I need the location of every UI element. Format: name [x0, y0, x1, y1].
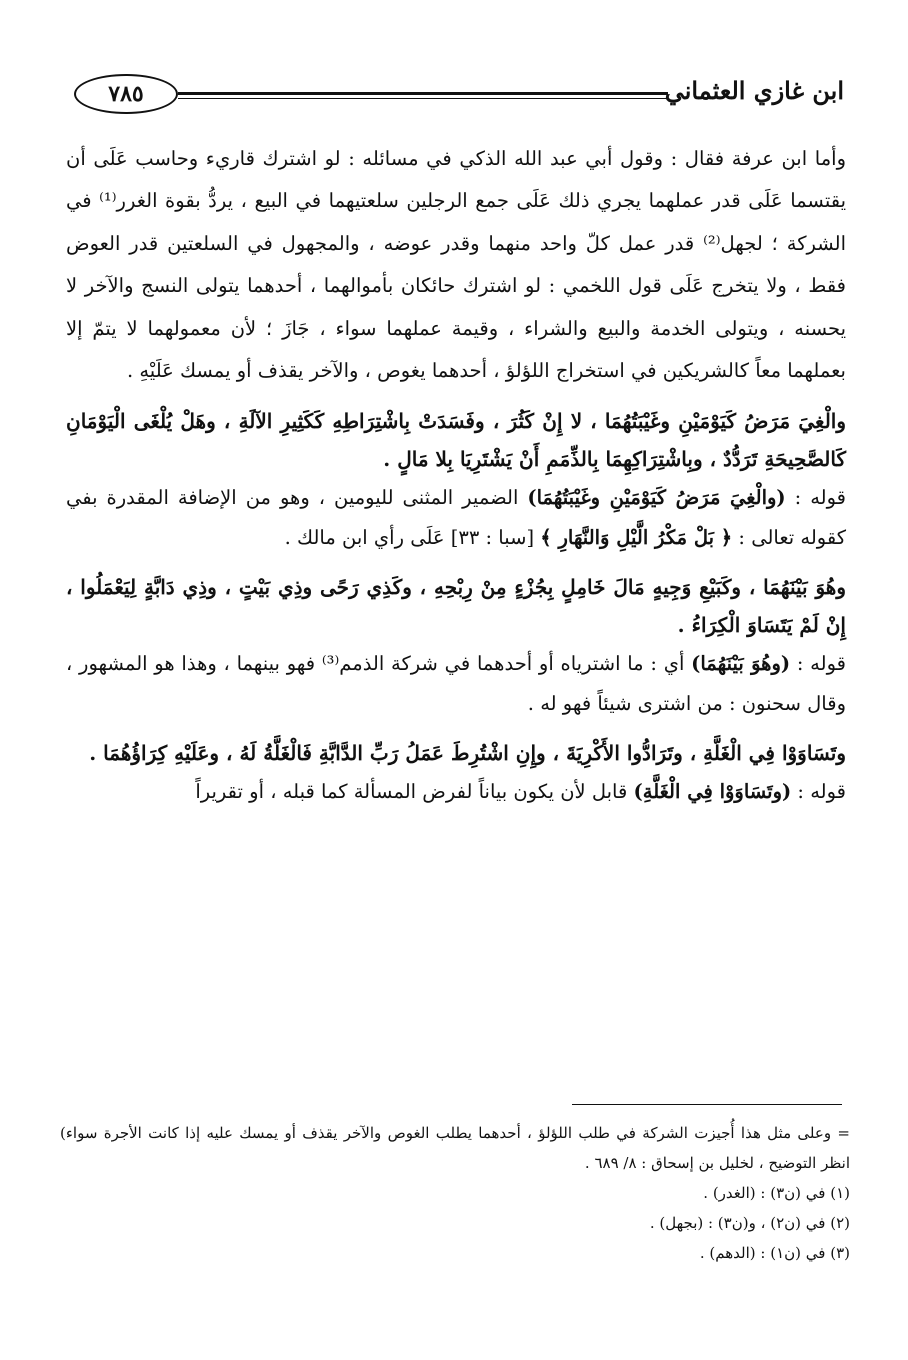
quoted-matn: (وتَسَاوَوْا فِي الْغَلَّةِ) — [633, 780, 792, 804]
matn-paragraph: وتَسَاوَوْا فِي الْغَلَّةِ ، وتَرَادُّوا الأَكْرِيَةَ ، وإِنِ اشْتُرِطَ عَمَلُ رَبِّ الدَّابَّةِ فَالْغَلَّةُ لَهُ ، وعَلَيْهِ كِرَاؤُهُمَا . — [89, 741, 846, 766]
commentary-lead: قوله : — [785, 486, 846, 510]
commentary-text: قابل لأن يكون بياناً لفرض المسألة كما قبله ، أو تقريراً — [195, 780, 634, 804]
footnote-continuation: = وعلى مثل هذا أُجيزت الشركة في طلب اللؤلؤ ، أحدهما يطلب الغوص والآخر يقذف أو يمسك عليه إذا كانت الأجرة سواء) انظر التوضيح ، لخليل بن إسحاق : ٨/ ٦٨٩ . — [60, 1124, 850, 1172]
running-title: ابن غازي العثماني — [664, 76, 844, 105]
main-text — [66, 138, 846, 812]
footnote-separator — [572, 1104, 842, 1105]
quran-verse: ﴿ بَلْ مَكْرُ الَّيْلِ وَالنَّهَارِ ﴾ — [540, 526, 733, 550]
header-rule — [178, 92, 668, 99]
commentary-paragraph: وأما ابن عرفة فقال : وقول أبي عبد الله الذكي في مسائله : لو اشترك قاريء وحاسب عَلَى أن يقتسما عَلَى قدر عملهما يجري ذلك عَلَى جمع الرجلين سلعتيهما في البيع ، يردُّ بقوة الغرر⁽¹⁾ في الشركة ؛ لجهل⁽²⁾ قدر عمل كلّ واحد منهما وقدر عوضه ، والمجهول في السلعتين قدر العوض فقط ، ولا يتخرج عَلَى قول اللخمي : لو اشترك حائكان بأموالهما ، أحدهما يتولى النسج والآخر لا يحسنه ، ويتولى الخدمة والبيع والشراء ، وقيمة عملهما سواء ، جَازَ ؛ لأن معمولهما لا يتمّ إلا بعملهما معاً كالشريكين في استخراج اللؤلؤ ، أحدهما يغوص ، والآخر يقذف أو يمسك عَلَيْهِ . — [66, 147, 846, 383]
commentary-paragraph — [66, 644, 846, 724]
footnote-3: (٣) في (ن١) : (الدهم) . — [699, 1244, 850, 1262]
footnote-1: (١) في (ن٣) : (الغدر) . — [703, 1184, 850, 1202]
footnote-2: (٢) في (ن٢) ، و(ن٣) : (بجهل) . — [649, 1214, 850, 1232]
commentary-paragraph — [66, 478, 846, 558]
matn-paragraph: وهُوَ بَيْنَهُمَا ، وكَبَيْعِ وَجِيهٍ مَالَ خَامِلٍ بِجُزْءٍ مِنْ رِبْحِهِ ، وكَذِي رَحًى وذِي بَيْتٍ ، وذِي دَابَّةٍ لِيَعْمَلُوا ، إِنْ لَمْ يَتَسَاوَ الْكِرَاءُ . — [66, 575, 846, 638]
quoted-matn: (والْغِيَ مَرَضُ كَيَوْمَيْنِ وغَيْبَتُهُمَا) — [527, 486, 786, 510]
commentary-text: الضمير المثنى لليومين ، وهو من الإضافة المقدرة بفي كقوله تعالى : — [66, 486, 846, 550]
page-header — [74, 72, 844, 120]
commentary-lead: قوله : — [790, 652, 846, 676]
verse-reference: [سبا : ٣٣] عَلَى رأي ابن مالك . — [284, 526, 541, 550]
quoted-matn: (وهُوَ بَيْنَهُمَا) — [691, 652, 791, 676]
page-number: ٧٨٥ — [74, 74, 178, 114]
commentary-lead: قوله : — [791, 780, 846, 804]
commentary-paragraph — [66, 772, 846, 812]
matn-paragraph: والْغِيَ مَرَضُ كَيَوْمَيْنِ وغَيْبَتُهُمَا ، لا إِنْ كَثُرَ ، وفَسَدَتْ بِاشْتِرَاطِهِ كَكَثِيرِ الآلَةِ ، وهَلْ يُلْغَى الْيَوْمَانِ كَالصَّحِيحَةِ تَرَدُّدٌ ، وبِاشْتِرَاكِهِمَا بِالذِّمَمِ أَنْ يَشْتَرِيَا بِلا مَالٍ . — [66, 409, 846, 472]
footnotes — [60, 1118, 850, 1268]
commentary-text: أي : ما اشترياه أو أحدهما في شركة الذمم⁽³⁾ فهو بينهما ، وهذا هو المشهور ، وقال سحنون : من اشترى شيئاً فهو له . — [66, 652, 846, 716]
